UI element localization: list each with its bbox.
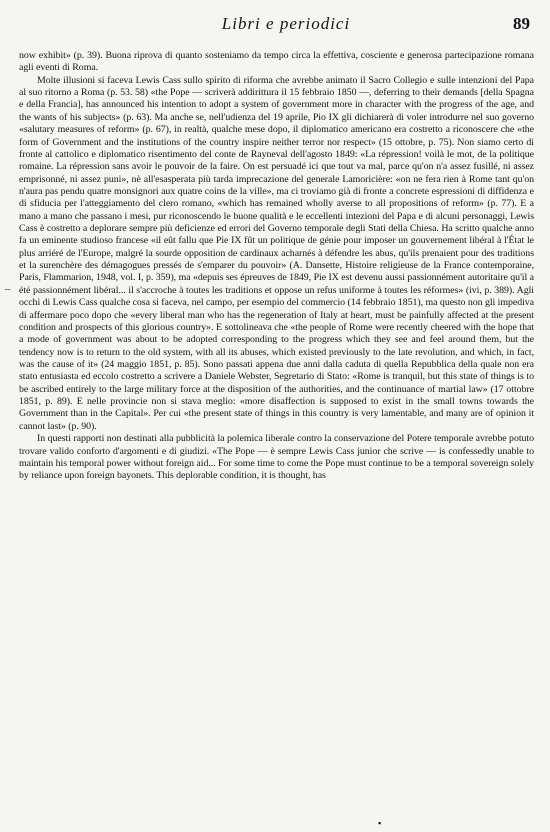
paragraph-2: Molte illusioni si faceva Lewis Cass sullo spirito di riforma che avrebbe animato il Sacro Collegio e sulle intenzioni del Papa al suo ritorno a Roma (p. 53. 58) «the Pope — scriverà addirittura il 15 febbraio 1850 —, deferring to their demands [della Spagna e della Francia], has announced his intention to adopt a system of government more in character with the progress of the age, and the wants of his subjects» (p. 63). Ma anche se, nell'udienza del 19 aprile, Pio IX gli dichiarerà di voler introdurre nel suo governo «salutary measures of reform» (p. 67), in realtà, qualche mese dopo, il diplomatico americano era costretto a riconoscere che «the form of Government and the institutions of the country inspire neither terror nor respect» (15 ottobre, p. 75). Non siamo certo di fronte al cattolico e diplomatico risentimento del conte de Rayneval dell'agosto 1849: «La répression! voilà le mot, de la politique romaine. La répression sans avoir le pouvoir de la faire. On est persuadé ici que tout va mal, parce qu'on n'a assez fusillé, ni assez emprisonné, ni assez puni», nè all'esasperata più tarda imprecazione del generale Lamoricière: «on ne fera rien à Rome tant qu'on n'aura pas pendu quatre monsignori aux quatre coins de la ville», ma ci troviamo già di fronte a concrete espressioni di diffidenza e di sfiducia per l'atteggiamento del clero romano, «which has remained wholly averse to all propositions of reform» (p. 77). E a mano a mano che passano i mesi, pur riconoscendo le buone qualità e le eccellenti intezioni del Papa e di alcuni personaggi, Lewis Cass è costretto a deplorare sempre più deficienze ed errori del Governo temporale degli Stati della Chiesa. Ha scritto qualche anno fa un eminente studioso francese «il eût fallu que Pie IX fût un politique de génie pour imposer un gouvernement libéral à l'État le plus arriéré de l'Europe, malgré la sourde opposition de cardinaux acharnés à défendre les abus, qu'ils prenaient pour des traditions et la surenchère des démagogues pressés de s'emparer du pouvoir» (A. Dansette, Histoire religieuse de la France contemporaine, Paris, Flammarion, 1948, vol. I, p. 359), ma «depuis ses épreuves de 1849, Pie IX est devenu aussi passionnément autoritaire qu'il a été passionnément libéral... il s'accroche à toutes les traditions et oppose un refus uniforme à toutes les réformes» (ivi, p. 389). Agli occhi di Lewis Cass qualche cosa si faceva, nel campo, per esempio del commercio (14 febbraio 1851), ma questo non gli impediva di affermare poco dopo che «every liberal man who has the regeneration of Italy at heart, must be painfully affected at the present condition and prospects of this glorious country». E sottolineava che «the people of Rome were recently cheered with the hope that a mode of government was about to be adopted corresponding to the progress which they see and feel around them, but the tendency now is to return to the old system, with all its abuses, which existed previously to the late revolution, and which, in fact, was the cause of it» (24 maggio 1851, p. 85). Sono passati appena due anni dalla caduta di quella Repubblica della quale non era stato entusiasta ed eccolo costretto a scrivere a Daniele Webster, Segretario di Stato: «Rome is tranquil, but this state of things is to be ascribed entirely to the large military force at the disposition of the authorities, and the continuance of martial law» (17 ottobre 1851, p. 89). E nelle provincie non si stava meglio: «more disaffection is supposed to exist in the small towns towards the Government than in the Capital». Per cui «the present state of things in this country is very lamentable, and many are of opinion it cannot last» (p. 90). (19, 74, 534, 432)
body-text (19, 50, 534, 483)
page-number: 89 (513, 14, 530, 33)
page-header (19, 14, 534, 50)
paragraph-1: now exhibit» (p. 39). Buona riprova di quanto sosteniamo da tempo circa la effettiva, cosciente e generosa partecipazione romana agli eventi di Roma. (19, 50, 534, 74)
paragraph-3: In questi rapporti non destinati alla pubblicità la polemica liberale contro la conservazione del Potere temporale avrebbe potuto trovare valido conforto d'argomenti e di giudizi. «The Pope — è sempre Lewis Cass junior che scrive — is confessedly unable to maintain his temporal power without foreign aid... For some time to come the Pope must continue to be a temporal sovereign solely by reliance upon foreign bayonets. This deplorable condition, it is thought, has (19, 433, 534, 482)
margin-mark: _ (5, 279, 11, 291)
bottom-mark: ▪ (378, 818, 382, 828)
running-head: Libri e periodici (221, 14, 351, 33)
